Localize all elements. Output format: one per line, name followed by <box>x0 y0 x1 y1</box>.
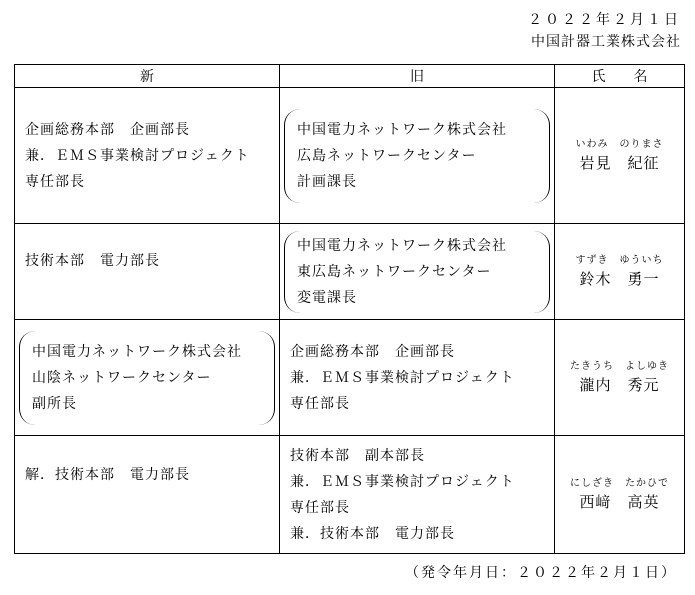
old-line: 広島ネットワークセンター <box>297 147 477 164</box>
new-line: 兼．ＥＭＳ事業検討プロジェクト <box>25 147 250 164</box>
name-kanji: 西﨑 高英 <box>579 492 660 511</box>
name-cell <box>555 436 685 554</box>
old-position-cell <box>280 436 555 554</box>
name-kana: すずき ゆういち <box>575 254 664 266</box>
name-cell <box>555 88 685 224</box>
old-line: 専任部長 <box>290 395 350 412</box>
new-position-cell <box>15 320 280 436</box>
new-line: 企画総務本部 企画部長 <box>25 121 190 138</box>
bracket-group <box>284 109 550 203</box>
name-cell <box>555 224 685 320</box>
header-name-b: 名 <box>633 69 648 85</box>
header-name-a: 氏 <box>591 69 606 85</box>
company-name: 中国計器工業株式会社 <box>531 34 681 50</box>
old-line: 計画課長 <box>297 173 357 190</box>
new-position-cell <box>15 224 280 320</box>
table-row <box>15 88 685 224</box>
name-cell <box>555 320 685 436</box>
old-line: 企画総務本部 企画部長 <box>290 343 455 360</box>
name-kanji: 瀧内 秀元 <box>579 375 660 394</box>
personnel-table <box>14 64 685 554</box>
name-kanji: 鈴木 勇一 <box>579 269 660 288</box>
bracket-group <box>284 231 550 313</box>
new-line: 山陰ネットワークセンター <box>32 369 212 386</box>
new-position-cell <box>15 88 280 224</box>
name-kana: にしざき たかひで <box>570 477 669 489</box>
old-position-cell <box>280 88 555 224</box>
new-line: 副所長 <box>32 395 77 412</box>
old-line: 専任部長 <box>290 499 350 516</box>
bracket-group <box>19 331 275 425</box>
document-date: ２０２２年２月１日 <box>528 12 681 28</box>
old-line: 中国電力ネットワーク株式会社 <box>297 237 507 254</box>
new-line: 中国電力ネットワーク株式会社 <box>32 343 242 360</box>
old-line: 中国電力ネットワーク株式会社 <box>297 121 507 138</box>
new-position-cell <box>15 436 280 554</box>
name-kana: いわみ のりまさ <box>575 138 664 150</box>
new-line: 解．技術本部 電力部長 <box>25 467 190 483</box>
old-position-cell <box>280 224 555 320</box>
old-line: 変電課長 <box>297 289 357 306</box>
new-line: 専任部長 <box>25 173 85 190</box>
header-old: 旧 <box>280 65 555 88</box>
effective-date-note: （発令年月日：２０２２年２月１日） <box>405 565 677 581</box>
header-name <box>555 65 685 88</box>
name-kana: たきうち よしゆき <box>570 360 669 372</box>
table-row <box>15 436 685 554</box>
new-line: 技術本部 電力部長 <box>25 253 160 269</box>
old-line: 兼．技術本部 電力部長 <box>290 525 455 542</box>
old-line: 東広島ネットワークセンター <box>297 263 492 280</box>
header-new: 新 <box>15 65 280 88</box>
table-header-row <box>15 65 685 88</box>
old-line: 兼．ＥＭＳ事業検討プロジェクト <box>290 473 515 490</box>
old-line: 兼．ＥＭＳ事業検討プロジェクト <box>290 369 515 386</box>
name-kanji: 岩見 紀征 <box>579 153 660 172</box>
table-row <box>15 224 685 320</box>
old-position-cell <box>280 320 555 436</box>
old-line: 技術本部 副本部長 <box>290 447 425 464</box>
table-row <box>15 320 685 436</box>
